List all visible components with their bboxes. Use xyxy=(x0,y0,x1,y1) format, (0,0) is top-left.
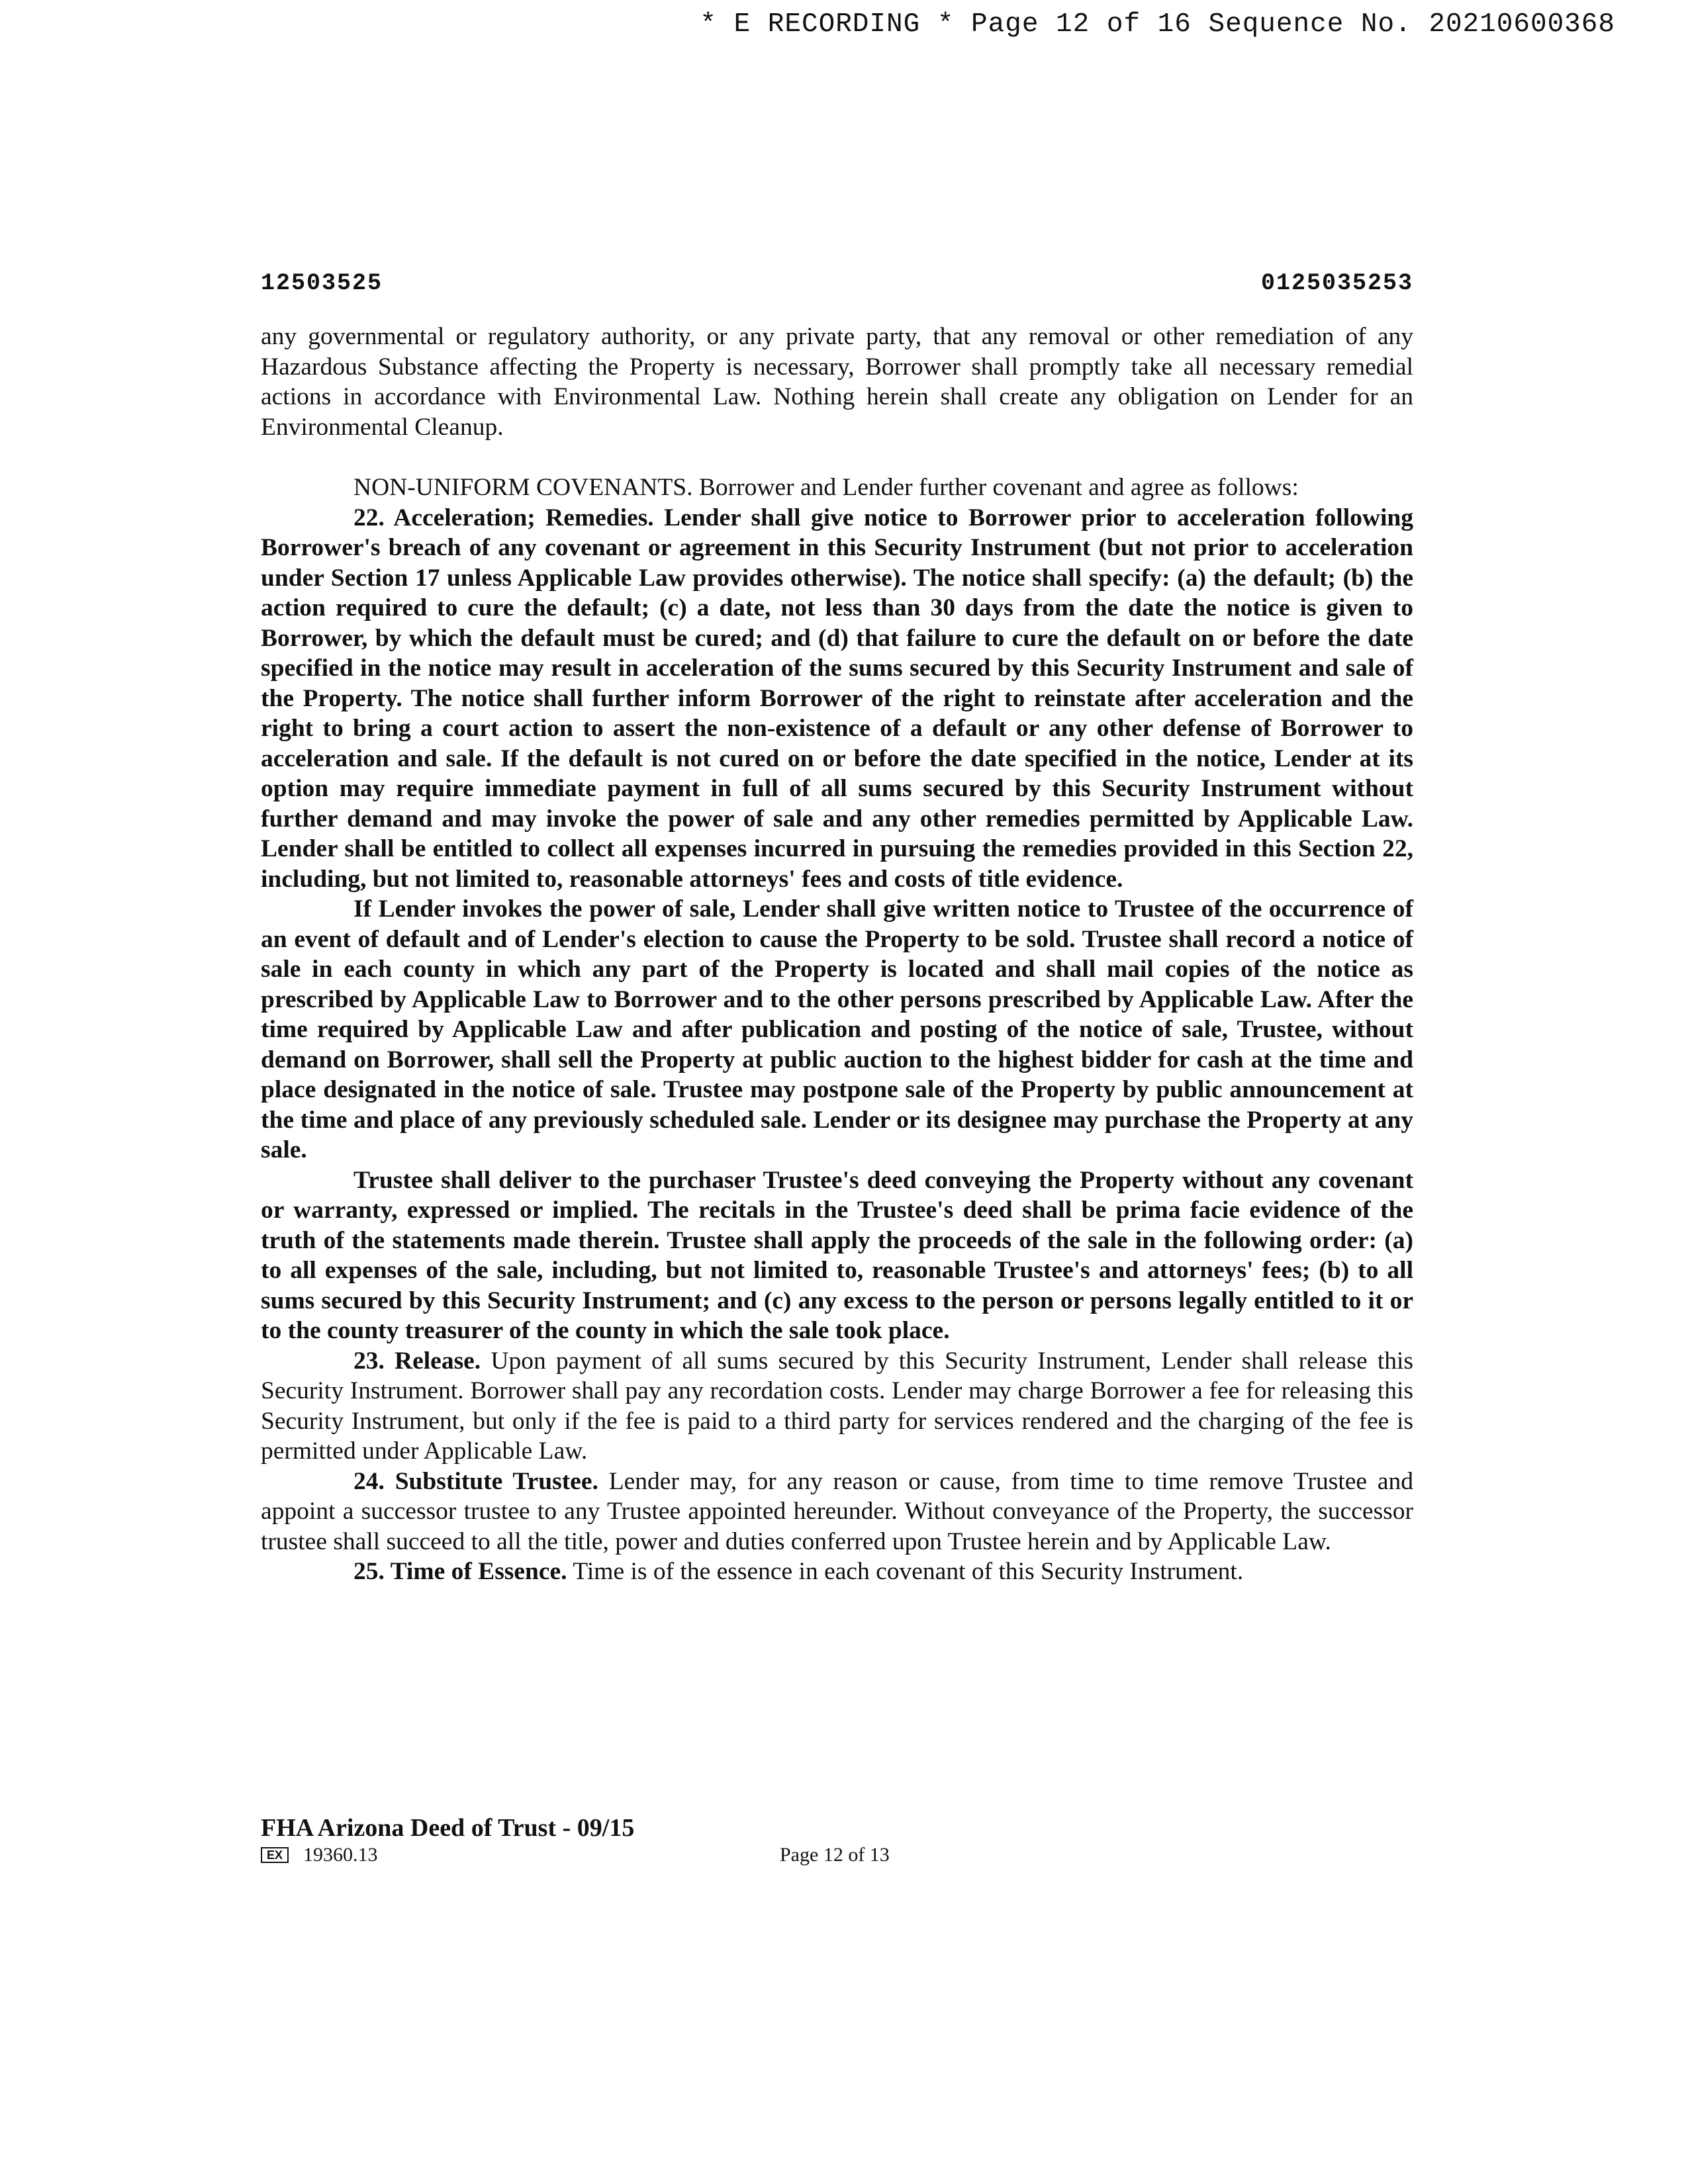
paragraph-environmental-cleanup: any governmental or regulatory authority, or any private party, that any removal or other remediation of any Hazardous Substance affecting the Property is necessary, Borrower shall promptly take all necessary remedial actions in accordance with Environmental Law. Nothing herein shall create any obligation on Lender for an Environmental Cleanup. xyxy=(261,323,1413,441)
substitute-trustee-text: Lender may, for any reason or cause, from time to time remove Trustee and appoint a successor trustee to any Trustee appointed hereunder. Without conveyance of the Property, the successor trustee shall succeed to all the title, power and duties conferred upon Trustee herein and by Applicable Law. xyxy=(261,1467,1414,1555)
substitute-trustee-heading: 24. Substitute Trustee. xyxy=(353,1467,598,1495)
ellie-mae-logo-icon: EX xyxy=(261,1847,289,1863)
footer-form-number: 19360.13 xyxy=(303,1844,378,1866)
footer-form-id xyxy=(261,1844,378,1866)
release-heading: 23. Release. xyxy=(353,1347,481,1375)
paragraph-trustee-deed: Trustee shall deliver to the purchaser Trustee's deed conveying the Property without any covenant or warranty, expressed or implied. The recitals in the Trustee's deed shall be prima facie evidence of the truth of the statements made therein. Trustee shall apply the proceeds of the sale in the following order: (a) to all expenses of the sale, including, but not limited to, reasonable Trustee's and attorneys' fees; (b) to all sums secured by this Security Instrument; and (c) any excess to the person or persons legally entitled to it or to the county treasurer of the county in which the sale took place. xyxy=(261,1166,1413,1344)
paragraph-power-of-sale: If Lender invokes the power of sale, Lender shall give written notice to Trustee of the occurrence of an event of default and of Lender's election to cause the Property to be sold. Trustee shall record a notice of sale in each county in which any part of the Property is located and shall mail copies of the notice as prescribed by Applicable Law to Borrower and to the other persons prescribed by Applicable Law. After the time required by Applicable Law and after publication and posting of the notice of sale, Trustee, without demand on Borrower, shall sell the Property at public auction to the highest bidder for cash at the time and place designated in the notice of sale. Trustee may postpone sale of the Property by public announcement at the time and place of any previously scheduled sale. Lender or its designee may purchase the Property at any sale. xyxy=(261,895,1413,1163)
loan-number-row xyxy=(261,270,1413,296)
document-body xyxy=(261,322,1413,1587)
paragraph-non-uniform-covenants: NON-UNIFORM COVENANTS. Borrower and Lender further covenant and agree as follows: xyxy=(353,474,1299,501)
footer-form-title: FHA Arizona Deed of Trust - 09/15 xyxy=(261,1814,635,1842)
paragraph-time-of-essence xyxy=(261,1557,1413,1587)
release-text: Upon payment of all sums secured by this Security Instrument, Lender shall release this Security Instrument. Borrower shall pay any recordation costs. Lender may charge Borrower a fee for releasing this Security Instrument, but only if the fee is paid to a third party for services rendered and the charging of the fee is permitted under Applicable Law. xyxy=(261,1347,1414,1465)
loan-number-right: 0125035253 xyxy=(1260,270,1413,296)
time-of-essence-heading: 25. Time of Essence. xyxy=(353,1558,567,1585)
footer-page-number: Page 12 of 13 xyxy=(780,1844,890,1866)
paragraph-acceleration-remedies: 22. Acceleration; Remedies. Lender shall give notice to Borrower prior to acceleration following Borrower's breach of any covenant or agreement in this Security Instrument (but not prior to acceleration under Section 17 unless Applicable Law provides otherwise). The notice shall specify: (a) the default; (b) the action required to cure the default; (c) a date, not less than 30 days from the date the notice is given to Borrower, by which the default must be cured; and (d) that failure to cure the default on or before the date specified in the notice may result in acceleration of the sums secured by this Security Instrument and sale of the Property. The notice shall further inform Borrower of the right to reinstate after acceleration and the right to bring a court action to assert the non-existence of a default or any other defense of Borrower to acceleration and sale. If the default is not cured on or before the date specified in the notice, Lender at its option may require immediate payment in full of all sums secured by this Security Instrument without further demand and may invoke the power of sale and any other remedies permitted by Applicable Law. Lender shall be entitled to collect all expenses incurred in pursuing the remedies provided in this Section 22, including, but not limited to, reasonable attorneys' fees and costs of title evidence. xyxy=(261,504,1413,893)
recording-header: * E RECORDING * Page 12 of 16 Sequence No. 20210600368 xyxy=(700,9,1615,40)
paragraph-release xyxy=(261,1346,1413,1467)
time-of-essence-text: Time is of the essence in each covenant of this Security Instrument. xyxy=(573,1558,1244,1585)
loan-number-left: 12503525 xyxy=(261,270,383,296)
paragraph-substitute-trustee xyxy=(261,1467,1413,1557)
